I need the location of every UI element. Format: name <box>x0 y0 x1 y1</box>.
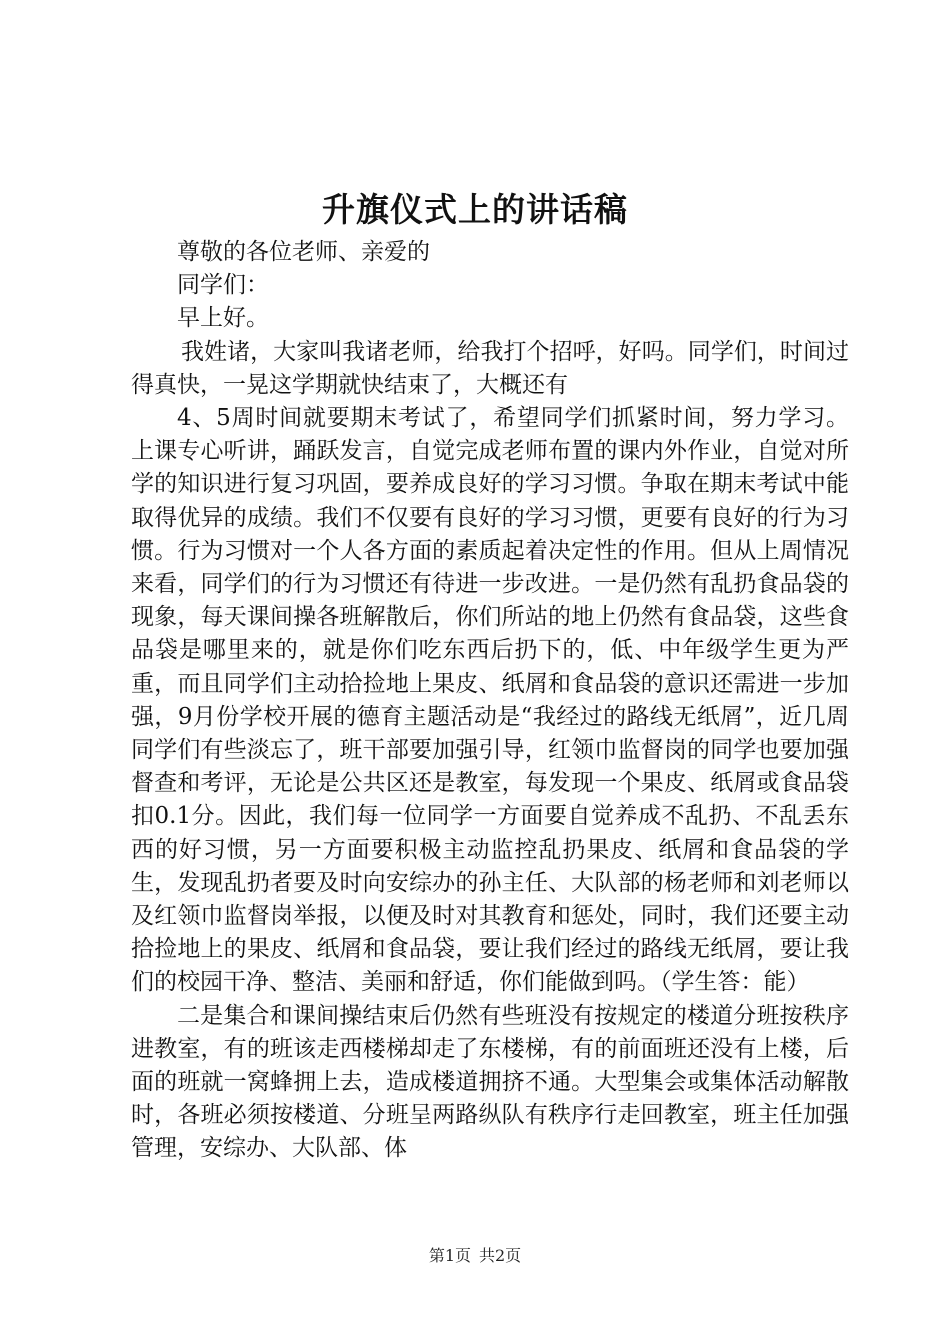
paragraph-intro: 我姓诸，大家叫我诸老师，给我打个招呼，好吗。同学们，时间过得真快，一晃这学期就快结束了，大概还有 <box>131 338 849 398</box>
paragraph-main: 4、5周时间就要期末考试了，希望同学们抓紧时间，努力学习。上课专心听讲，踊跃发言，自觉完成老师布置的课内外作业，自觉对所学的知识进行复习巩固，要养成良好的学习习惯。争取在期末考试中能取得优异的成绩。我们不仅要有良好的学习习惯，更要有良好的行为习惯。行为习惯对一个人各方面的素质起着决定性的作用。但从上周情况来看，同学们的行为习惯还有待进一步改进。一是仍然有乱扔食品袋的现象，每天课间操各班解散后，你们所站的地上仍然有食品袋，这些食品袋是哪里来的，就是你们吃东西后扔下的，低、中年级学生更为严重，而且同学们主动拾捡地上果皮、纸屑和食品袋的意识还需进一步加强，9月份学校开展的德育主题活动是“我经过的路线无纸屑”，近几周同学们有些淡忘了，班干部要加强引导，红领巾监督岗的同学也要加强督查和考评，无论是公共区还是教室，每发现一个果皮、纸屑或食品袋扣0.1分。因此，我们每一位同学一方面要自觉养成不乱扔、不乱丢东西的好习惯，另一方面要积极主动监控乱扔果皮、纸屑和食品袋的学生，发现乱扔者要及时向安综办的孙主任、大队部的杨老师和刘老师以及红领巾监督岗举报，以便及时对其教育和惩处，同时，我们还要主动拾捡地上的果皮、纸屑和食品袋，要让我们经过的路线无纸屑，要让我们的校园干净、整洁、美丽和舒适，你们能做到吗。（学生答：能） <box>131 405 849 996</box>
salutation-line-1: 尊敬的各位老师、亲爱的 <box>177 239 430 265</box>
greeting-line: 早上好。 <box>177 305 269 332</box>
page-total: 共2页 <box>479 1246 522 1265</box>
document-title: 升旗仪式上的讲话稿 <box>322 190 628 229</box>
page-footer <box>0 1244 950 1268</box>
salutation-line-2: 同学们： <box>177 272 269 299</box>
page-number: 第1页 <box>428 1246 471 1265</box>
paragraph-second-point: 二是集合和课间操结束后仍然有些班没有按规定的楼道分班按秩序进教室，有的班该走西楼梯却走了东楼梯，有的前面班还没有上楼，后面的班就一窝蜂拥上去，造成楼道拥挤不通。大型集会或集体活动解散时，各班必须按楼道、分班呈两路纵队有秩序行走回教室，班主任加强管理，安综办、大队部、体 <box>131 1002 849 1162</box>
document-body <box>131 236 849 1166</box>
